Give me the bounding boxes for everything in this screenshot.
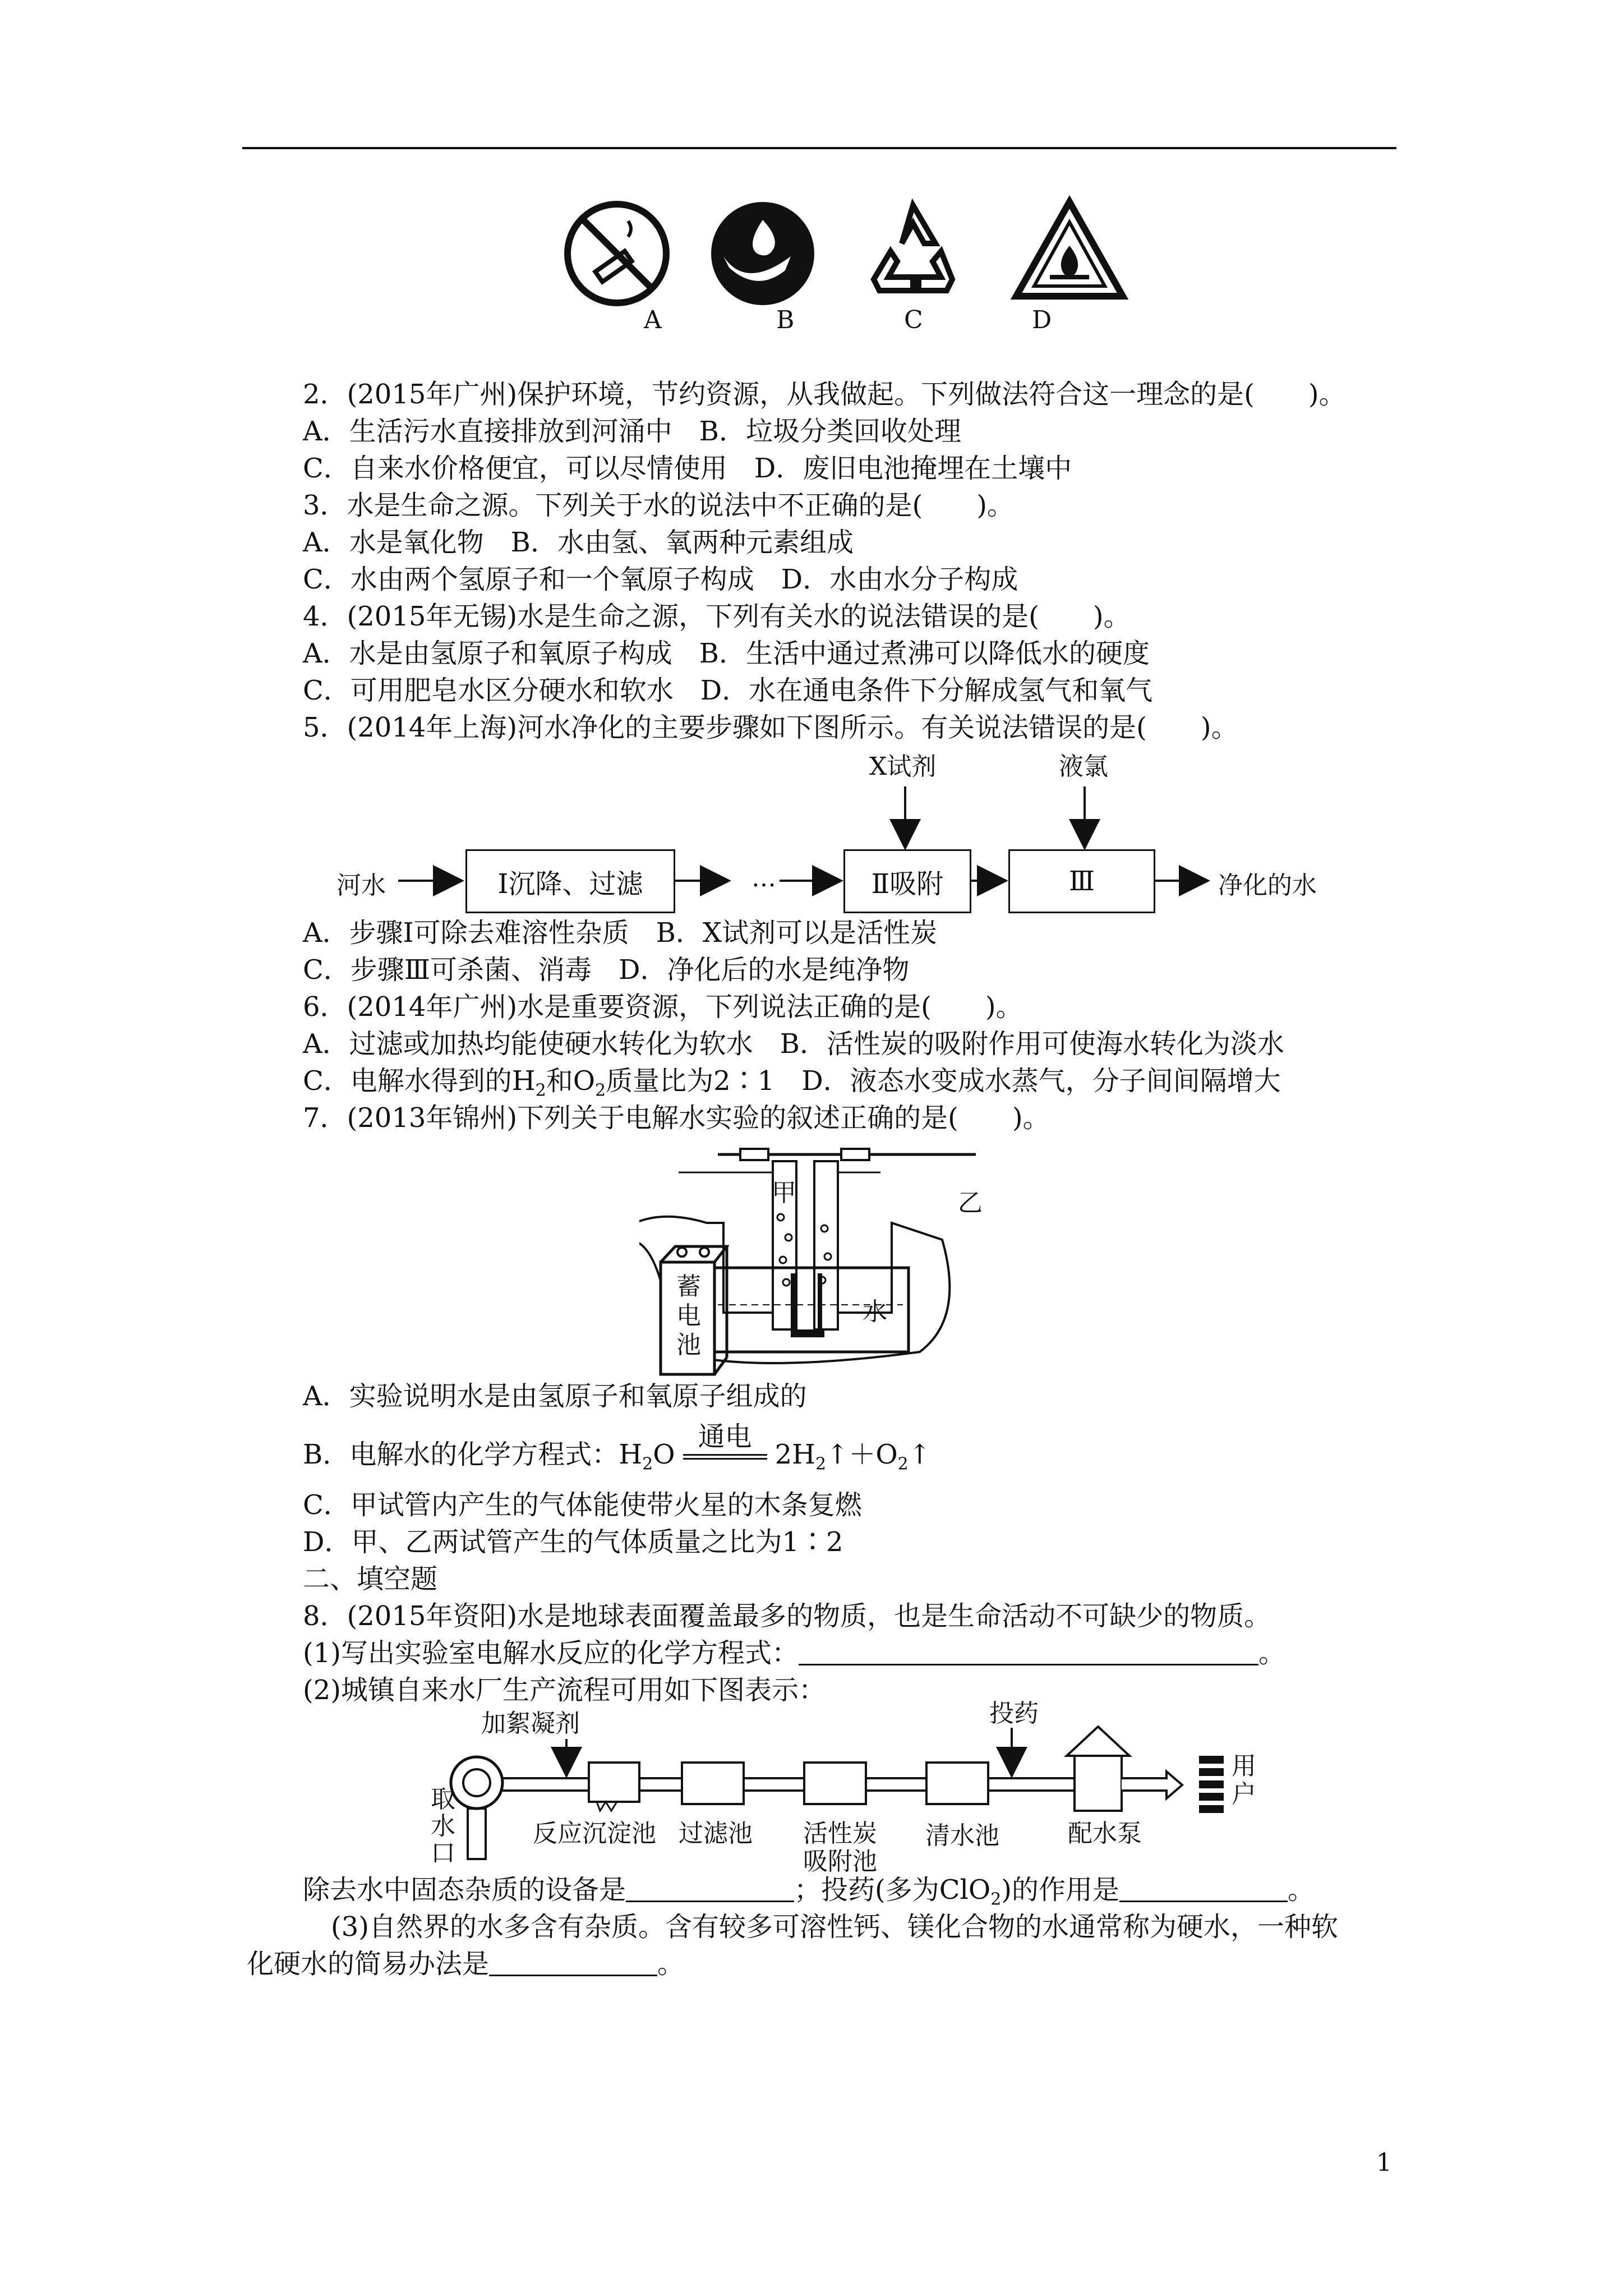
q3-options-2: C．水由两个氢原子和一个氧原子构成 D．水由水分子构成 <box>303 564 1018 595</box>
q7-option-a: A．实验说明水是由氢原子和氧原子组成的 <box>303 1381 807 1412</box>
q6-sub-h2: 2 <box>535 1080 546 1101</box>
flow-step-3: Ⅲ <box>1008 849 1155 913</box>
eq-pre: B．电解水的化学方程式：H <box>303 1439 643 1470</box>
q7-option-d: D．甲、乙两试管产生的气体质量之比为1∶2 <box>303 1526 843 1558</box>
q3-options-1: A．水是氧化物 B．水由氢、氧两种元素组成 <box>303 527 854 558</box>
page-number: 1 <box>1376 2148 1392 2177</box>
q6-text-b: 和O <box>546 1065 596 1097</box>
plant-dosing-label: 投药 <box>989 1699 1039 1728</box>
battery-label: 蓄电池 <box>676 1272 701 1359</box>
icon-label-c: C <box>904 306 923 334</box>
flow-step-2: Ⅱ吸附 <box>843 849 971 913</box>
icon-label-a: A <box>644 306 662 334</box>
plant-carbon-label-2: 吸附池 <box>803 1847 877 1876</box>
q5-options-2: C．步骤Ⅲ可杀菌、消毒 D．净化后的水是纯净物 <box>303 954 910 986</box>
flow-reagent-x: X试剂 <box>869 752 937 781</box>
q8-part-3-line-1: (3)自然界的水多含有杂质。含有较多可溶性钙、镁化合物的水通常称为硬水，一种软 <box>331 1911 1338 1943</box>
q8-q-c: )的作用是 <box>1001 1874 1120 1906</box>
plant-clearwater-label: 清水池 <box>925 1821 999 1850</box>
eq-condition-text: 通电 <box>698 1420 752 1452</box>
q8-stem: 8．(2015年资阳)水是地球表面覆盖最多的物质，也是生命活动不可缺少的物质。 <box>303 1600 1271 1632</box>
answer-blank-3[interactable] <box>1119 1876 1288 1902</box>
icon-label-b: B <box>776 306 795 334</box>
q8-q-a: 除去水中固态杂质的设备是 <box>303 1874 626 1906</box>
flow-output: 净化的水 <box>1218 871 1317 900</box>
q5-options-1: A．步骤Ⅰ可除去难溶性杂质 B．X试剂可以是活性炭 <box>303 917 938 949</box>
q6-stem: 6．(2014年广州)水是重要资源，下列说法正确的是( )。 <box>303 991 1023 1023</box>
water-label: 水 <box>863 1297 887 1326</box>
eq-mid: O <box>653 1439 675 1470</box>
tube-label-a: 甲 <box>772 1179 796 1207</box>
q2-options-2: C．自来水价格便宜，可以尽情使用 D．废旧电池掩埋在土壤中 <box>303 453 1072 484</box>
eq-tail: ↑＋O <box>826 1439 898 1470</box>
q8-p3-end: 。 <box>657 1948 685 1980</box>
q8-part-1-text: (1)写出实验室电解水反应的化学方程式： <box>303 1637 799 1669</box>
icon-label-d: D <box>1032 306 1052 334</box>
plant-filter-label: 过滤池 <box>679 1819 753 1848</box>
q8-part-3-line-2 <box>247 1945 684 1982</box>
q2-options-1: A．生活污水直接排放到河涌中 B．垃圾分类回收处理 <box>303 416 961 447</box>
eq-sub-2: 2 <box>815 1454 827 1474</box>
flow-step-1: Ⅰ沉降、过滤 <box>465 849 675 913</box>
plant-user-label: 用户 <box>1232 1752 1256 1809</box>
q8-part-2: (2)城镇自来水厂生产流程可用如下图表示： <box>303 1674 826 1706</box>
plant-intake-label: 取水口 <box>431 1785 455 1867</box>
q3-stem: 3．水是生命之源。下列关于水的说法中不正确的是( )。 <box>303 490 1014 521</box>
q6-text-a: C．电解水得到的H <box>303 1065 536 1097</box>
eq-sub-3: 2 <box>897 1454 909 1474</box>
q4-options-2: C．可用肥皂水区分硬水和软水 D．水在通电条件下分解成氢气和氧气 <box>303 675 1153 706</box>
q7-option-c: C．甲试管内产生的气体能使带火星的木条复燃 <box>303 1489 862 1521</box>
flow-reagent-cl: 液氯 <box>1059 752 1108 781</box>
q4-options-1: A．水是由氢原子和氧原子构成 B．生活中通过煮沸可以降低水的硬度 <box>303 638 1150 669</box>
section-heading: 二、填空题 <box>303 1563 438 1595</box>
eq-sub-1: 2 <box>642 1454 653 1474</box>
eq-end: ↑ <box>908 1439 931 1470</box>
plant-coagulant-label: 加絮凝剂 <box>481 1709 580 1738</box>
q8-q-b: ；投药(多为ClO <box>794 1874 991 1906</box>
q4-stem: 4．(2015年无锡)水是生命之源，下列有关水的说法错误的是( )。 <box>303 601 1131 632</box>
q2-stem: 2．(2015年广州)保护环境，节约资源，从我做起。下列做法符合这一理念的是( )。 <box>303 379 1346 410</box>
flow-dots: … <box>751 864 776 892</box>
q8-p3-text: 化硬水的简易办法是 <box>247 1948 490 1980</box>
q5-stem: 5．(2014年上海)河水净化的主要步骤如下图所示。有关说法错误的是( )。 <box>303 712 1238 743</box>
q8-sub-2: 2 <box>990 1889 1002 1910</box>
plant-sedimentation-label: 反应沉淀池 <box>533 1819 656 1848</box>
eq-post: 2H <box>774 1439 815 1470</box>
answer-blank-4[interactable] <box>489 1950 657 1976</box>
q6-text-c: 质量比为2∶1 D．液态水变成水蒸气，分子间间隔增大 <box>606 1065 1281 1097</box>
tube-label-b: 乙 <box>958 1189 983 1217</box>
q6-sub-o2: 2 <box>595 1080 606 1101</box>
q8-part-1-end: 。 <box>1258 1637 1286 1669</box>
q7-stem: 7．(2013年锦州)下列关于电解水实验的叙述正确的是( )。 <box>303 1102 1050 1134</box>
answer-blank-2[interactable] <box>626 1876 794 1902</box>
q8-q-end: 。 <box>1288 1874 1315 1906</box>
flow-input: 河水 <box>336 871 386 900</box>
plant-carbon-label-1: 活性炭 <box>803 1819 877 1848</box>
q6-options-1: A．过滤或加热均能使硬水转化为软水 B．活性炭的吸附作用可使海水转化为淡水 <box>303 1028 1284 1060</box>
plant-pump-label: 配水泵 <box>1068 1819 1142 1848</box>
